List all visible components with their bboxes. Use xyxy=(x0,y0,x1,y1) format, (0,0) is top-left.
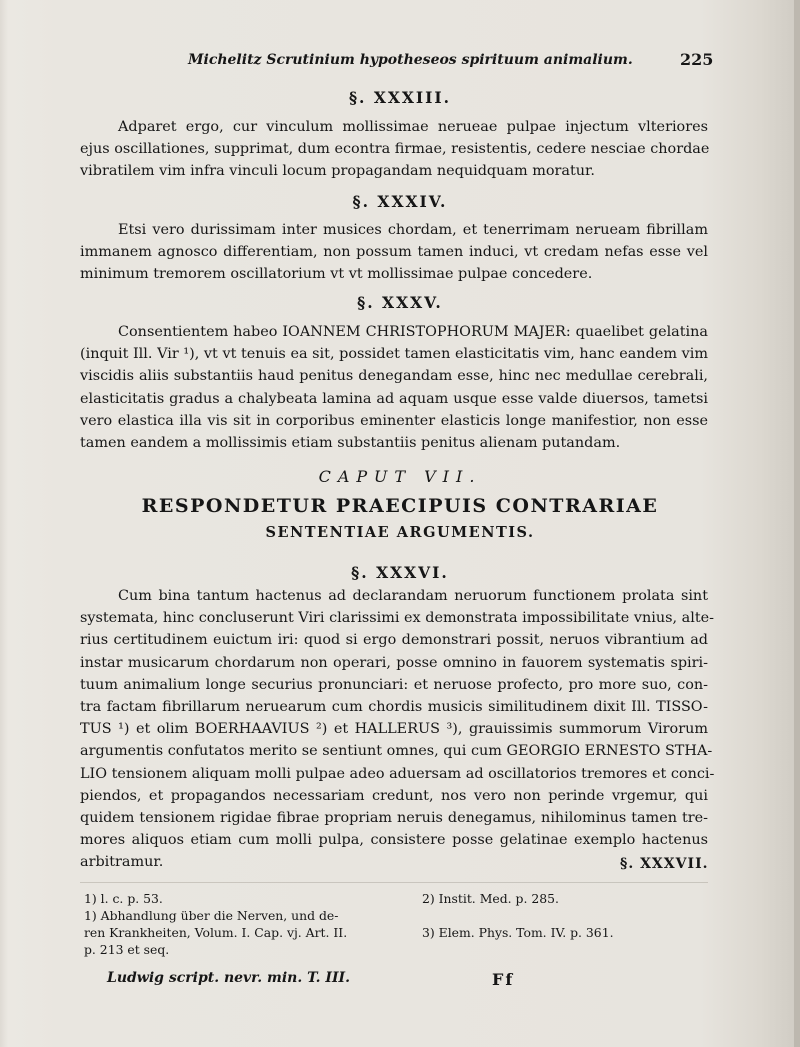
text-line: vero elastica illa vis sit in corporibus eminenter elasticis longe manifestior, non esse xyxy=(80,412,708,429)
text-line: argumentis confutatos merito se sentiunt omnes, qui cum GEORGIO ERNESTO STHA- xyxy=(80,743,713,760)
text-line: minimum tremorem oscillatorium vt vt mollissimae pulpae concedere. xyxy=(80,266,593,283)
section-33-text xyxy=(80,116,708,183)
chapter-title: RESPONDETUR PRAECIPUIS CONTRARIAE xyxy=(141,495,659,517)
text-line: LIO tensionem aliquam molli pulpae adeo aduersam ad oscillatorios tremores et conci- xyxy=(80,765,715,782)
chapter-label: CAPUT VII. xyxy=(318,467,482,486)
text-line: Etsi vero durissimam inter musices chordam, et tenerrimam neruеam fibrillam xyxy=(118,222,708,238)
text-line: viscidis aliis substantiis haud penitus denegandam esse, hinc nec medullae cerebrali, xyxy=(80,368,708,385)
text-line: instar musicarum chordarum non operari, posse omnino in fauorem systematis spiri- xyxy=(80,654,708,671)
text-line: tamen eandem a mollissimis etiam substantiis penitus alienam putandam. xyxy=(80,434,621,451)
catchword: §. XXXVII. xyxy=(620,856,709,872)
footnote-3: 3) Elem. Phys. Tom. IV. p. 361. xyxy=(422,925,614,940)
section-heading-35: §. XXXV. xyxy=(357,293,443,312)
text-line: vibratilem vim infra vinculi locum propagandam nequidquam moratur. xyxy=(80,163,595,180)
text-line: (inquit Ill. Vir ¹), vt vt tenuis ea sit, possidet tamen elasticitatis vim, hanc eandem vim xyxy=(80,346,708,363)
text-line: rius certitudinem euictum iri: quod si ergo demonstrari possit, neruos vibrantium ad xyxy=(80,632,708,649)
text-line: elasticitatis gradus a chalybeata lamina ad aquam usque esse valde diuersos, tametsi xyxy=(80,390,708,407)
footnote-1b-line-2: ren Krankheiten, Volum. I. Cap. vj. Art. II. xyxy=(84,925,348,940)
text-line: Consentientem habeo IOANNEM CHRISTOPHORUM MAJER: quaelibet gelatina xyxy=(118,324,708,340)
running-head: Michelitz Scrutinium hypotheseos spirituum animalium. xyxy=(188,52,633,68)
section-35-text xyxy=(80,321,708,454)
page-number: 225 xyxy=(680,50,714,69)
section-heading-33: §. XXXIII. xyxy=(348,88,452,107)
text-line: TUS ¹) et olim BOERHAAVIUS ²) et HALLERUS ³), grauissimis summorum Virorum xyxy=(80,721,708,738)
footnote-1b-line-1: 1) Abhandlung über die Nerven, und de- xyxy=(84,908,339,923)
section-34-text xyxy=(80,219,708,286)
signature-line: Ludwig script. nevr. min. T. III. xyxy=(107,970,350,986)
chapter-subtitle: SENTENTIAE ARGUMENTIS. xyxy=(265,524,535,541)
footnote-2: 2) Instit. Med. p. 285. xyxy=(422,891,559,906)
section-36-text xyxy=(80,585,715,873)
section-heading-36: §. XXXVI. xyxy=(351,563,449,582)
text-line: ejus oscillationes, supprimat, dum econtra firmae, resistentis, cedere nesciae chordae xyxy=(80,141,710,158)
text-line: systemata, hinc concluserunt Viri clarissimi ex demonstrata impossibilitate vnius, alte- xyxy=(80,610,714,627)
text-line: Cum bina tantum hactenus ad declarandam neruorum functionem prolata sint xyxy=(118,588,708,604)
text-line: Adparet ergo, cur vinculum mollissimae neruеae pulpae injectum vlteriores xyxy=(118,119,708,135)
text-line: mores aliquos etiam cum molli pulpa, consistere posse gelatinae exemplo hactenus xyxy=(80,832,708,849)
text-line: immanem agnosco differentiam, non possum tamen induci, vt credam nefas esse vel xyxy=(80,244,708,261)
gathering-signature: Ff xyxy=(492,970,515,989)
text-line: arbitramur. xyxy=(80,854,164,871)
text-line: piendos, et propagandos necessariam credunt, nos vero non perinde vrgemur, qui xyxy=(80,787,708,804)
footnote-divider xyxy=(80,882,708,883)
footnote-1: 1) l. c. p. 53. xyxy=(84,891,163,906)
footnote-1b-line-3: p. 213 et seq. xyxy=(84,942,170,957)
text-line: tra factam fibrillarum neruearum cum chordis musicis similitudinem dixit Ill. TISSO- xyxy=(80,698,708,715)
text-line: quidem tensionem rigidae fibrae propriam neruis denegamus, nihilominus tamen tre- xyxy=(80,809,708,826)
text-line: tuum animalium longe securius pronunciari: et neruose profecto, pro more suo, con- xyxy=(80,676,708,693)
section-heading-34: §. XXXIV. xyxy=(352,192,448,211)
